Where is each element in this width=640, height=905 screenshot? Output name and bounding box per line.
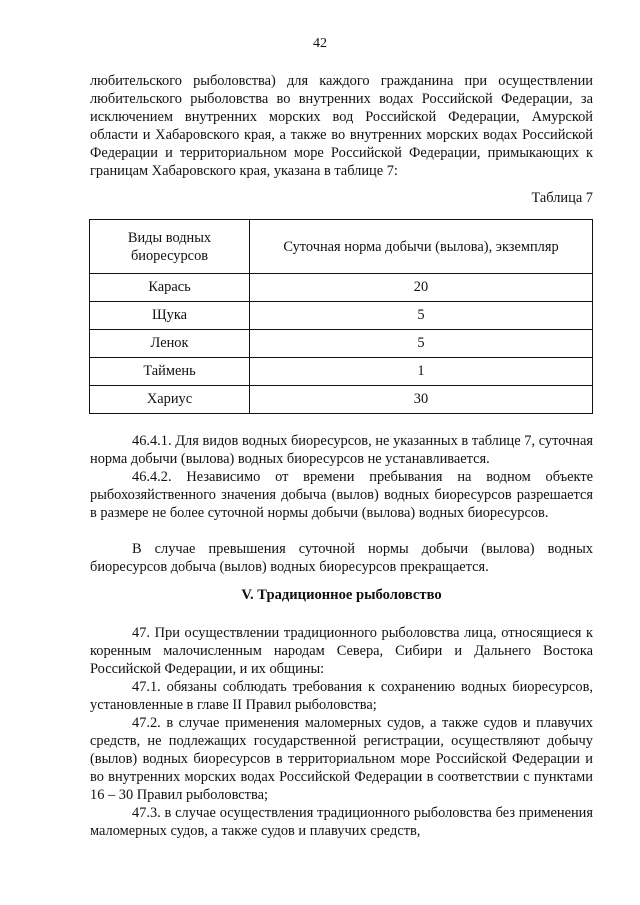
intro-paragraph: любительского рыболовства) для каждого гражданина при осуществлении любительского рыболовства во внутренних водах Российской Федерации, за исключением внутренних морских вод Российской Федерации, Амурской области и Хабаровского края, а также во внутренних морских водах Российской Федерации и территориальном море Российской Федерации, примыкающих к границам Хабаровского края, указана в таблице 7: xyxy=(90,73,593,180)
table-cell-norm: 20 xyxy=(250,274,593,302)
table-header-species: Виды водных биоресурсов xyxy=(90,220,250,274)
table-cell-species: Хариус xyxy=(90,386,250,414)
table-cell-species: Таймень xyxy=(90,358,250,386)
table-header-norm: Суточная норма добычи (вылова), экземпляр xyxy=(250,220,593,274)
paragraph-46-4-2: 46.4.2. Независимо от времени пребывания на водном объекте рыбохозяйственного значения добыча (вылов) водных биоресурсов разрешается в размере не более суточной нормы добычи (вылова) водных биоресурсов. xyxy=(90,469,593,522)
section-heading: V. Традиционное рыболовство xyxy=(241,587,442,603)
table-row xyxy=(90,274,593,302)
paragraph-47-3: 47.3. в случае осуществления традиционного рыболовства без применения маломерных судов, а также судов и плавучих средств, xyxy=(90,805,593,840)
table-cell-species: Карась xyxy=(90,274,250,302)
paragraph-46-4-1: 46.4.1. Для видов водных биоресурсов, не указанных в таблице 7, суточная норма добычи (вылова) водных биоресурсов не устанавливается. xyxy=(90,433,593,468)
table-row xyxy=(90,330,593,358)
table-cell-norm: 5 xyxy=(250,330,593,358)
table-cell-species: Щука xyxy=(90,302,250,330)
catch-norms-table xyxy=(89,219,593,414)
table-row xyxy=(90,386,593,414)
page-number: 42 xyxy=(313,36,327,51)
table-cell-species: Ленок xyxy=(90,330,250,358)
table-row xyxy=(90,302,593,330)
table-cell-norm: 30 xyxy=(250,386,593,414)
table-header-row xyxy=(90,220,593,274)
table-caption: Таблица 7 xyxy=(531,190,593,206)
table-row xyxy=(90,358,593,386)
table-cell-norm: 1 xyxy=(250,358,593,386)
paragraph-catch-exceeded: В случае превышения суточной нормы добычи (вылова) водных биоресурсов добыча (вылов) водных биоресурсов прекращается. xyxy=(90,541,593,576)
paragraph-47: 47. При осуществлении традиционного рыболовства лица, относящиеся к коренным малочисленным народам Севера, Сибири и Дальнего Востока Российской Федерации, и их общины: xyxy=(90,625,593,678)
paragraph-47-1: 47.1. обязаны соблюдать требования к сохранению водных биоресурсов, установленные в главе II Правил рыболовства; xyxy=(90,679,593,714)
table-cell-norm: 5 xyxy=(250,302,593,330)
paragraph-47-2: 47.2. в случае применения маломерных судов, а также судов и плавучих средств, не подлежащих государственной регистрации, осуществляют добычу (вылов) водных биоресурсов в территориальном море Российской Федерации и во внутренних морских водах Российской Федерации в соответствии с пунктами 16 – 30 Правил рыболовства; xyxy=(90,715,593,804)
